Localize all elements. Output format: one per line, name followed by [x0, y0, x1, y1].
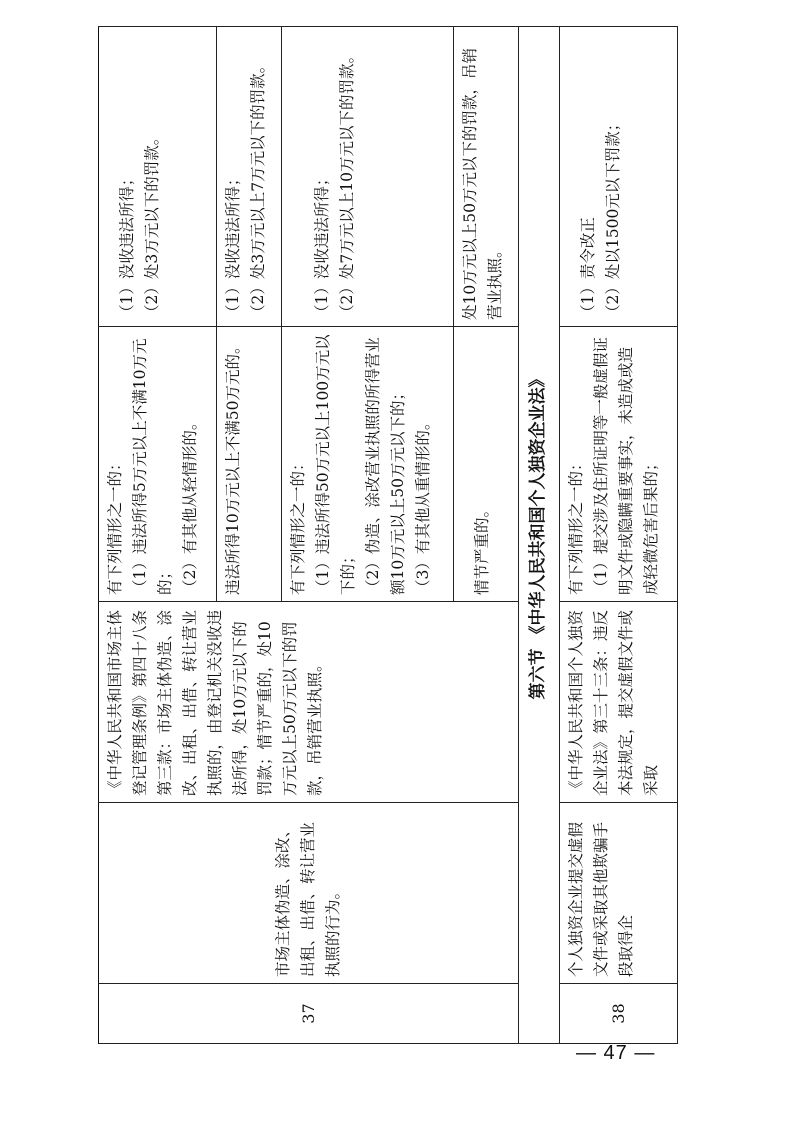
- situation-line: （2）有其他从轻情形的。: [181, 414, 199, 595]
- situation-cell: [454, 327, 518, 602]
- standard-line: （2）处3万元以下的罚款。: [143, 129, 161, 320]
- situation-line: 有下列情形之一的：: [288, 455, 307, 595]
- situation-cell: [99, 327, 217, 602]
- situation-cell: [281, 327, 454, 602]
- situation-cell: [217, 327, 281, 602]
- table-row: [99, 27, 217, 1044]
- standard-line: （2）处7万元以上10万元以下的罚款。: [337, 48, 356, 320]
- page-number: — 47 —: [576, 1042, 656, 1064]
- situation-cell: [559, 327, 678, 602]
- standard-line: 处10万元以上50万元以下的罚款，吊销营业执照。: [461, 48, 505, 320]
- table-row: [559, 27, 678, 1044]
- standard-line: （1）没收违法所得；: [224, 170, 243, 320]
- situation-line: 违法所得10万元以上不满50万元的。: [224, 338, 243, 595]
- legal-basis-cell: 《中华人民共和国个人独资企业法》第三十三条：违反本法规定，提交虚假文件或采取: [559, 602, 678, 803]
- penalty-standard-cell: [559, 27, 678, 327]
- penalty-standard-cell: [99, 27, 217, 327]
- standard-line: （2）处以1500元以下罚款；: [603, 115, 622, 320]
- standard-line: （2）处3万元以上7万元以下的罚款。: [249, 57, 268, 320]
- situation-line: （1）违法所得5万元以上不满10万元的；: [131, 338, 174, 595]
- penalty-standard-cell: [281, 27, 454, 327]
- standard-line: （1）没收违法所得；: [118, 170, 136, 320]
- row-number: 37: [99, 984, 519, 1044]
- section-heading-row: [518, 27, 559, 1044]
- penalty-standard-cell: [454, 27, 518, 327]
- penalty-standard-table: [98, 26, 678, 1044]
- legal-basis-cell: 《中华人民共和国市场主体登记管理条例》第四十八条第三款：市场主体伪造、涂改、出租、出借、转让营业执照的，由登记机关没收违法所得，处10万元以下的罚款；情节严重的，处10万元以上50万元以下的罚款，吊销营业执照。: [99, 602, 519, 803]
- situation-line: （1）违法所得50万元以上100万元以下的；: [313, 334, 357, 595]
- illegal-behavior-cell: 市场主体伪造、涂改、出租、出借、转让营业执照的行为。: [99, 803, 519, 984]
- situation-line: （3）有其他从重情形的。: [413, 414, 432, 595]
- situation-line: 有下列情形之一的：: [106, 455, 124, 595]
- illegal-behavior-cell: 个人独资企业提交虚假文件或采取其他欺骗手段取得企: [559, 803, 678, 984]
- row-number: 38: [559, 984, 678, 1044]
- standard-line: （1）责令改正: [578, 217, 597, 320]
- standard-line: （1）没收违法所得；: [312, 170, 331, 320]
- situation-line: （2）伪造、涂改营业执照的所得营业额10万元以上50万元以下的；: [363, 337, 407, 595]
- situation-line: 有下列情形之一的：: [566, 455, 585, 595]
- rotated-table-page: [98, 48, 678, 1044]
- penalty-standard-cell: [217, 27, 281, 327]
- situation-line: （1）提交涉及住所证明等一般虚假证明文件或隐瞒重要事实，未造成或造成轻微危害后果的；: [591, 337, 660, 595]
- situation-line: 情节严重的。: [473, 501, 492, 595]
- section-title: 第六节 《中华人民共和国个人独资企业法》: [518, 27, 559, 1044]
